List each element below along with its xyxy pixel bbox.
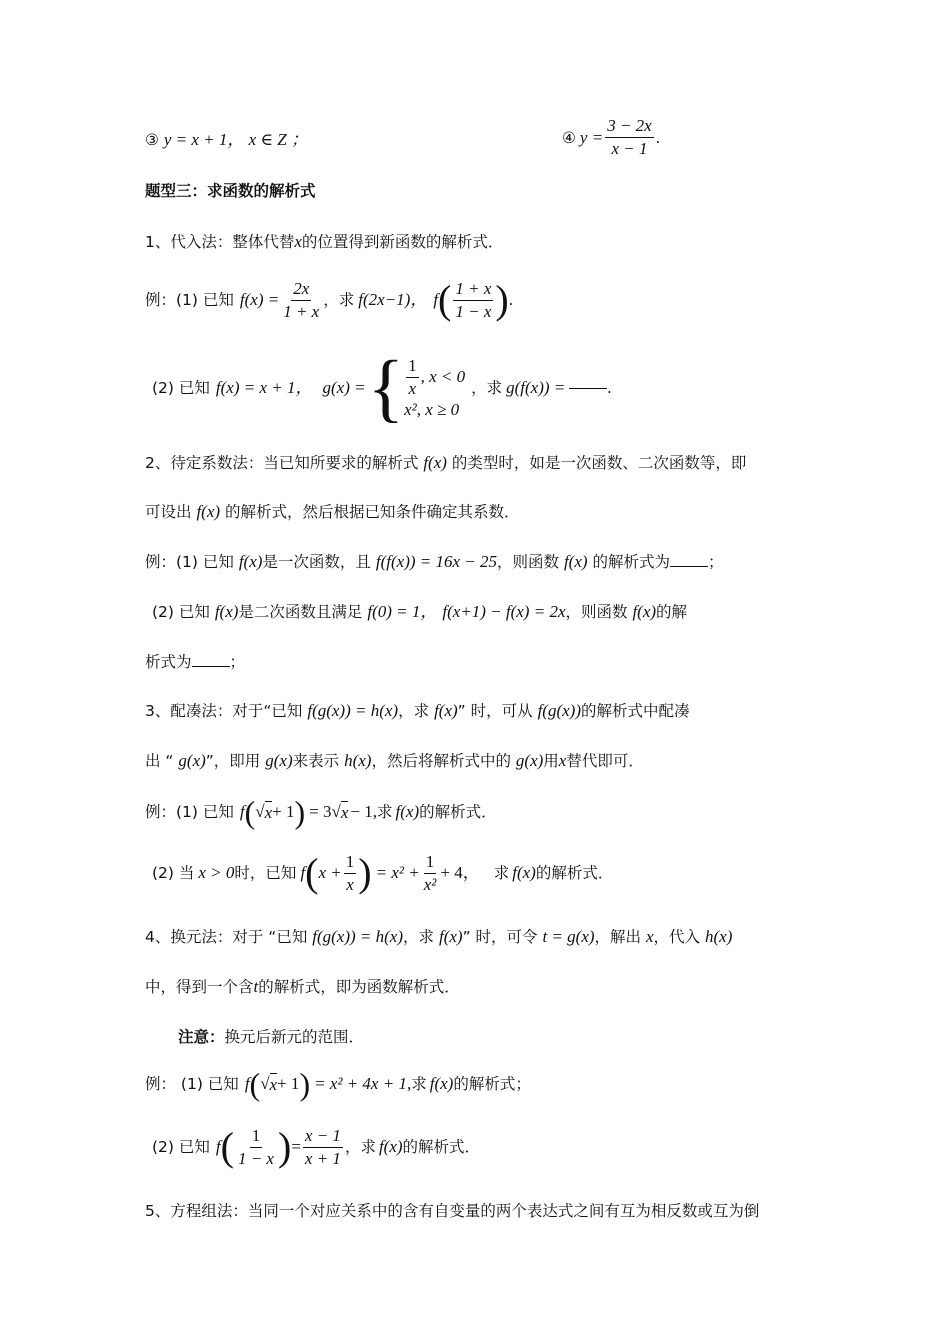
fgx: f(g(x)) (537, 701, 581, 720)
answer-blank[interactable] (670, 566, 708, 567)
plus-1: + 1 (272, 802, 295, 821)
fraction (236, 1126, 276, 1169)
s2-example-1 (145, 552, 724, 572)
fx: f(x) (423, 453, 447, 472)
piecewise-cases (404, 356, 465, 421)
s2-line-2 (145, 502, 520, 522)
text-qiu: 求 (411, 1075, 427, 1093)
semicolon: ； (708, 553, 724, 571)
text-qiu: ，求 (471, 379, 503, 397)
s2-text-a: 2、待定系数法：当已知所要求的解析式 (145, 454, 419, 472)
paren-left: ( (305, 850, 319, 895)
text: ，则函数 (565, 603, 628, 621)
text: ”，即用 (205, 752, 261, 770)
hx: h(x) (705, 927, 733, 946)
line-item-4 (562, 116, 660, 159)
fraction (344, 852, 357, 895)
s4-example-1 (145, 1066, 531, 1102)
s3-example-2 (152, 848, 613, 898)
s5-line-1: 5、方程组法：当同一个对应关系中的含有自变量的两个表达式之间有互为相反数或互为倒 (145, 1202, 760, 1220)
fx: f(x) (429, 1074, 454, 1093)
text: ” 时，可令 (462, 928, 538, 946)
frac-num: 2x (291, 279, 311, 301)
note-text: 换元后新元的范围． (224, 1028, 365, 1046)
text: 替代即可． (566, 752, 644, 770)
f-symbol: f (244, 1074, 250, 1093)
var-x: x (558, 751, 567, 770)
diff-eq: f(x+1) − f(x) = 2x (442, 602, 566, 621)
gx: g(x) (515, 751, 544, 770)
var-x: x (646, 927, 654, 946)
s2-line-1 (145, 453, 746, 473)
plus-1: + 1 (277, 1074, 300, 1093)
eq-x2: = x² + (375, 863, 420, 882)
paren-left: ( (220, 1124, 234, 1169)
period: . (655, 127, 660, 147)
frac-den: x − 1 (611, 139, 648, 158)
frac-num: 1 (250, 1126, 263, 1148)
var-t: t (253, 977, 259, 996)
s1-text-b: 的位置得到新函数的解析式． (301, 233, 504, 251)
plus-4: + 4， (440, 863, 480, 882)
line-item-3 (145, 130, 308, 150)
text: 析式为 (145, 653, 192, 671)
text-qiu: ，求 (344, 1138, 376, 1156)
circled-3: ③ (145, 131, 159, 149)
paren-left: ( (244, 794, 256, 830)
text-qiu: ，求 (323, 291, 355, 309)
frac-num: 3 − 2x (605, 116, 654, 138)
text: 4、换元法：对于 “已知 (145, 928, 308, 946)
fx-eq: f(x) = (239, 290, 280, 309)
ex-label: 例：(1) 已知 (145, 803, 234, 821)
fraction (406, 356, 419, 399)
ex-label: 例： (1) 已知 (145, 1075, 239, 1093)
text: 出 “ (145, 752, 174, 770)
ex-label: 例：(1) 已知 (145, 291, 234, 309)
text: 的解析式为 (592, 553, 670, 571)
fraction (422, 852, 439, 895)
f-symbol: f (433, 290, 439, 309)
text: 中，得到一个含 (145, 978, 254, 996)
fx: f(x) (395, 802, 420, 821)
fraction (303, 1126, 343, 1169)
text: 的解析式． (535, 864, 614, 882)
frac-den: x (346, 874, 354, 894)
s1-example-1 (145, 277, 513, 323)
frac-num: 1 (344, 852, 357, 874)
sqrt-content: x (269, 1075, 278, 1094)
ffx-eq: f(f(x)) = 16x − 25 (375, 552, 497, 571)
text: 用 (543, 752, 559, 770)
case-2: x², x ≥ 0 (404, 399, 460, 419)
paren-right: ) (277, 1124, 292, 1169)
fx: f(x) (512, 863, 536, 882)
fx: f(x) (238, 552, 263, 571)
fx: f(x) (438, 927, 463, 946)
item-3-expr: y = x + 1， x ∈ Z ； (163, 130, 308, 149)
rhs: = x² + 4x + 1, (314, 1074, 412, 1093)
s3-line-2 (145, 751, 644, 771)
text: 的解析式，即为函数解析式． (258, 978, 460, 996)
s2-text-d: 的解析式，然后根据已知条件确定其系数． (224, 503, 520, 521)
frac-num: 1 + x (453, 279, 493, 301)
item-4-lhs: y = (579, 127, 604, 147)
text: ” 时，可从 (457, 702, 533, 720)
text: 时，已知 (234, 864, 297, 882)
ex-label: 例：(1) 已知 (145, 553, 234, 571)
text: 的解析式中配凑 (580, 702, 690, 720)
fx-eq: f(x) = x + 1， (215, 378, 313, 397)
f-symbol: f (300, 863, 306, 882)
frac-den: x + 1 (304, 1148, 341, 1168)
text: 的解 (656, 603, 688, 621)
case-1 (404, 356, 465, 399)
s2-text-c: 可设出 (145, 503, 192, 521)
gx-eq: g(x) = (322, 378, 366, 397)
f-symbol: f (215, 1137, 221, 1156)
equals: = (291, 1137, 301, 1156)
fgx-eq: f(g(x)) = h(x) (307, 701, 399, 720)
text: 的解析式； (453, 1075, 531, 1093)
gfx-eq: g(f(x)) = (506, 378, 566, 397)
s1-example-2 (152, 346, 612, 430)
text: 的解析式． (419, 803, 497, 821)
s4-example-2 (152, 1122, 480, 1172)
frac-den: x (408, 378, 417, 398)
gx: g(x) (178, 751, 206, 770)
circled-4: ④ (562, 128, 576, 147)
ex-label: (2) 当 (152, 864, 195, 882)
frac-num: 1 (424, 852, 437, 874)
s1-intro (145, 232, 503, 252)
cond-x-gt-0: x > 0 (198, 863, 235, 882)
s2-example-2-cont (145, 652, 245, 672)
paren-right: ) (495, 277, 509, 322)
paren-right: ) (299, 1066, 311, 1102)
x-plus: x + (318, 863, 342, 882)
period: . (508, 290, 513, 309)
eq-3: = 3 (309, 802, 332, 821)
sqrt-sign: √ (255, 802, 265, 821)
fraction (453, 279, 493, 322)
text-qiu: 求 (493, 864, 510, 882)
section-heading: 题型三：求函数的解析式 (145, 182, 316, 200)
minus-1: − 1, (350, 802, 377, 821)
text: ，则函数 (497, 553, 560, 571)
frac-den: x² (423, 874, 437, 894)
case-1-cond: , x < 0 (420, 367, 466, 386)
frac-den: 1 − x (237, 1148, 274, 1168)
period: . (607, 378, 612, 397)
s1-text-a: 1、代入法：整体代替 (145, 233, 295, 251)
frac-num: x − 1 (303, 1126, 343, 1148)
sqrt-content: x (340, 803, 349, 822)
text: 3、配凑法：对于“已知 (145, 702, 303, 720)
fx: f(x) (378, 1137, 403, 1156)
fgx-eq: f(g(x)) = h(x) (312, 927, 404, 946)
answer-blank[interactable] (192, 666, 230, 667)
s3-example-1 (145, 794, 497, 830)
text: ，然后将解析式中的 (371, 752, 511, 770)
fx: f(x) (214, 602, 239, 621)
item-4-fraction (605, 116, 654, 159)
text: 的解析式． (402, 1138, 481, 1156)
sqrt-sign: √ (260, 1074, 270, 1093)
frac-den: 1 − x (455, 301, 492, 321)
text: ，求 (398, 702, 430, 720)
t-eq: t = g(x) (542, 927, 595, 946)
text: 来表示 (292, 752, 340, 770)
frac-num: 1 (406, 356, 419, 378)
paren-right: ) (358, 850, 372, 895)
text: 是二次函数且满足 (238, 603, 363, 621)
f-symbol: f (239, 802, 245, 821)
text-qiu: 求 (377, 803, 393, 821)
text: 是一次函数，且 (262, 553, 371, 571)
frac-den: 1 + x (283, 301, 320, 321)
s4-line-2 (145, 977, 460, 997)
paren-left: ( (249, 1066, 261, 1102)
paren-left: ( (438, 277, 452, 322)
f0-eq: f(0) = 1， (367, 602, 438, 621)
gx: g(x) (265, 751, 293, 770)
text: ，代入 (653, 928, 701, 946)
note-label: 注意： (178, 1028, 225, 1046)
ex-label: (2) 已知 (152, 379, 210, 397)
s4-note (178, 1027, 364, 1047)
ex-label: (2) 已知 (152, 603, 210, 621)
f-2x-1: f(2x−1)， (358, 290, 428, 309)
fx: f(x) (563, 552, 588, 571)
fx: f(x) (196, 502, 221, 521)
s2-text-b: 的类型时，如是一次函数、二次函数等，即 (451, 454, 747, 472)
var-x: x (294, 232, 302, 251)
text: ，求 (403, 928, 435, 946)
answer-blank[interactable] (569, 388, 607, 389)
fraction (281, 279, 321, 322)
text: ，解出 (594, 928, 642, 946)
semicolon: ； (229, 653, 246, 671)
s3-line-1 (145, 701, 690, 721)
brace-left: { (367, 346, 405, 430)
s4-line-1 (145, 927, 732, 947)
fx: f(x) (632, 602, 657, 621)
fx: f(x) (434, 701, 458, 720)
sqrt-content: x (264, 803, 273, 822)
sqrt-sign: √ (331, 802, 341, 821)
paren-right: ) (294, 794, 306, 830)
hx: h(x) (344, 751, 372, 770)
ex-label: (2) 已知 (152, 1138, 210, 1156)
s2-example-2 (152, 602, 687, 622)
